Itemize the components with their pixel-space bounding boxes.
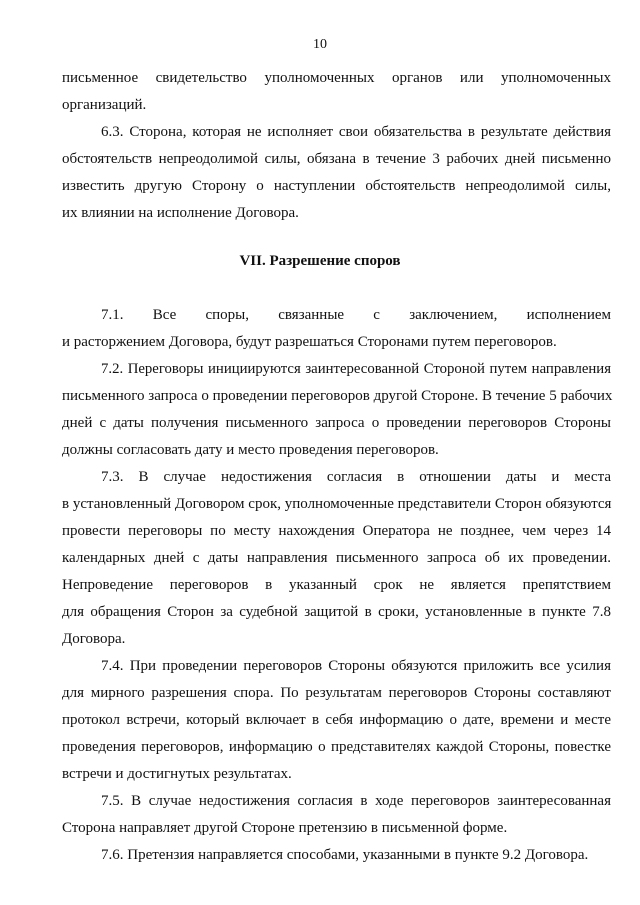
text-line: Непроведение переговоров в указанный срок не является препятствием <box>62 577 611 593</box>
text-line: проведения переговоров, информацию о представителях каждой Стороны, повестке <box>62 739 611 755</box>
text-line: письменного запроса о проведении переговоров другой Стороне. В течение 5 рабочих <box>62 388 613 404</box>
text-line: организаций. <box>62 97 147 113</box>
text-line: 7.2. Переговоры инициируются заинтересованной Стороной путем направления <box>101 361 611 377</box>
text-line: должны согласовать дату и место проведения переговоров. <box>62 442 439 458</box>
text-line: известить другую Сторону о наступлении обстоятельств непреодолимой силы, <box>62 178 611 194</box>
text-line: 7.5. В случае недостижения согласия в ходе переговоров заинтересованная <box>101 793 611 809</box>
text-line: 7.4. При проведении переговоров Стороны обязуются приложить все усилия <box>101 658 611 674</box>
text-line: провести переговоры по месту нахождения Оператора не позднее, чем через 14 <box>62 523 611 539</box>
page-number: 10 <box>313 37 327 52</box>
text-line: 7.6. Претензия направляется способами, указанными в пункте 9.2 Договора. <box>101 847 589 863</box>
text-line: Сторона направляет другой Стороне претензию в письменной форме. <box>62 820 508 836</box>
text-line: и расторжением Договора, будут разрешаться Сторонами путем переговоров. <box>62 334 557 350</box>
text-line: встречи и достигнутых результатах. <box>62 766 292 782</box>
text-line: протокол встречи, который включает в себя информацию о дате, времени и месте <box>62 712 611 728</box>
text-line: 7.1. Все споры, связанные с заключением, исполнением <box>101 307 611 323</box>
text-line: календарных дней с даты направления письменного запроса об их проведении. <box>62 550 611 566</box>
text-line: 7.3. В случае недостижения согласия в отношении даты и места <box>101 469 611 485</box>
text-line: для мирного разрешения спора. По результатам переговоров Стороны составляют <box>62 685 611 701</box>
text-line: дней с даты получения письменного запроса о проведении переговоров Стороны <box>62 415 611 431</box>
text-line: письменное свидетельство уполномоченных органов или уполномоченных <box>62 70 611 86</box>
text-line: Договора. <box>62 631 126 647</box>
section-heading: VII. Разрешение споров <box>239 253 401 269</box>
text-line: в установленный Договором срок, уполномоченные представители Сторон обязуются <box>62 496 612 512</box>
text-line: их влиянии на исполнение Договора. <box>62 205 299 221</box>
text-line: 6.3. Сторона, которая не исполняет свои обязательства в результате действия <box>101 124 611 140</box>
text-line: обстоятельств непреодолимой силы, обязана в течение 3 рабочих дней письменно <box>62 151 611 167</box>
text-line: для обращения Сторон за судебной защитой в сроки, установленные в пункте 7.8 <box>62 604 611 620</box>
